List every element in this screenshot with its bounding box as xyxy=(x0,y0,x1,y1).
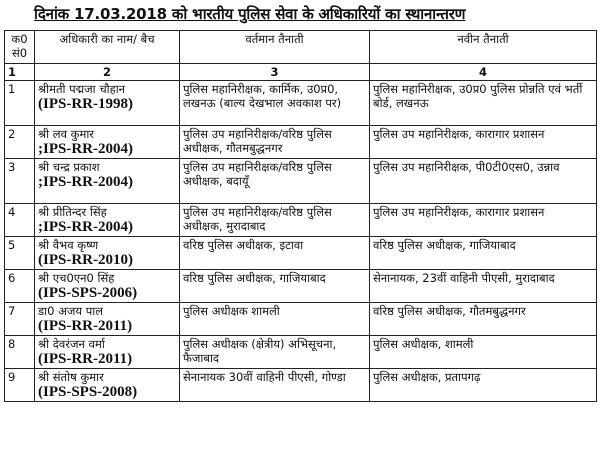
current-posting: सेनानायक 30वीं वाहिनी पीएसी, गोण्डा xyxy=(180,369,370,402)
current-posting: पुलिस अधीक्षक शामली xyxy=(180,303,370,336)
officer-name: श्री वैभव कृष्ण xyxy=(38,238,99,252)
table-row xyxy=(5,369,597,402)
officer-cell xyxy=(35,303,180,336)
column-number: 2 xyxy=(35,64,180,81)
officer-name: श्री देवरंजन वर्मा xyxy=(38,337,105,351)
officer-name: श्री प्रीतिन्दर सिंह xyxy=(38,205,107,219)
officer-name: श्री चन्द्र प्रकाश xyxy=(38,160,100,174)
header-row xyxy=(5,31,597,64)
header-new-posting: नवीन तैनाती xyxy=(370,31,597,64)
current-posting: वरिष्ठ पुलिस अधीक्षक, गाजियाबाद xyxy=(180,270,370,303)
new-posting: वरिष्ठ पुलिस अधीक्षक, गाजियाबाद xyxy=(370,237,597,270)
table-row xyxy=(5,270,597,303)
officer-batch: (IPS-SPS-2006) xyxy=(38,285,138,301)
officer-cell xyxy=(35,336,180,369)
row-sno: 3 xyxy=(5,159,35,204)
current-posting: पुलिस महानिरीक्षक, कार्मिक, उ0प्र0, लखनऊ (बाल्य देखभाल अवकाश पर) xyxy=(180,81,370,126)
new-posting: पुलिस उप महानिरीक्षक, कारागार प्रशासन xyxy=(370,126,597,159)
table-row xyxy=(5,336,597,369)
current-posting: पुलिस उप महानिरीक्षक/वरिष्ठ पुलिस अधीक्षक, बदायूँ xyxy=(180,159,370,204)
row-sno: 5 xyxy=(5,237,35,270)
document-title: दिनांक 17.03.2018 को भारतीय पुलिस सेवा के अधिकारियों का स्थानान्तरण xyxy=(34,5,466,23)
table-row xyxy=(5,237,597,270)
current-posting: वरिष्ठ पुलिस अधीक्षक, इटावा xyxy=(180,237,370,270)
officer-cell xyxy=(35,237,180,270)
column-number: 1 xyxy=(5,64,35,81)
current-posting: पुलिस अधीक्षक (क्षेत्रीय) अभिसूचना, फैजाबाद xyxy=(180,336,370,369)
new-posting: पुलिस अधीक्षक, प्रतापगढ़ xyxy=(370,369,597,402)
officer-batch: (IPS-RR-1998) xyxy=(38,96,133,112)
new-posting: पुलिस उप महानिरीक्षक, कारागार प्रशासन xyxy=(370,204,597,237)
row-sno: 7 xyxy=(5,303,35,336)
table-row xyxy=(5,204,597,237)
new-posting: वरिष्ठ पुलिस अधीक्षक, गौतमबुद्धनगर xyxy=(370,303,597,336)
row-sno: 6 xyxy=(5,270,35,303)
header-current-posting: वर्तमान तैनाती xyxy=(180,31,370,64)
column-number: 3 xyxy=(180,64,370,81)
officer-name: श्री संतोष कुमार xyxy=(38,370,104,384)
officer-cell xyxy=(35,126,180,159)
column-number: 4 xyxy=(370,64,597,81)
officer-name: डा0 अजय पाल xyxy=(38,304,104,318)
row-sno: 4 xyxy=(5,204,35,237)
officer-cell xyxy=(35,159,180,204)
officer-name: श्री एच0एन0 सिंह xyxy=(38,271,115,285)
officer-batch: (IPS-RR-2010) xyxy=(38,252,133,268)
table-row xyxy=(5,126,597,159)
header-officer: अधिकारी का नाम/ बैच xyxy=(35,31,180,64)
officer-batch: ;IPS-RR-2004) xyxy=(38,219,133,235)
officer-name: श्री लव कुमार xyxy=(38,127,95,141)
officer-batch: (IPS-RR-2011) xyxy=(38,318,133,334)
new-posting: पुलिस उप महानिरीक्षक, पी0टी0एस0, उन्नाव xyxy=(370,159,597,204)
column-number-row xyxy=(5,64,597,81)
new-posting: पुलिस महानिरीक्षक, उ0प्र0 पुलिस प्रोन्नति एवं भर्ती बोर्ड, लखनऊ xyxy=(370,81,597,126)
new-posting: पुलिस अधीक्षक, शामली xyxy=(370,336,597,369)
officer-batch: ;IPS-RR-2004) xyxy=(38,174,133,190)
table-row xyxy=(5,303,597,336)
officer-cell xyxy=(35,204,180,237)
officer-cell xyxy=(35,369,180,402)
officer-batch: (IPS-RR-2011) xyxy=(38,351,133,367)
header-sno: क0 सं0 xyxy=(5,31,35,64)
table-row xyxy=(5,81,597,126)
officer-batch: ;IPS-RR-2004) xyxy=(38,141,133,157)
current-posting: पुलिस उप महानिरीक्षक/वरिष्ठ पुलिस अधीक्षक, गौतमबुद्धनगर xyxy=(180,126,370,159)
transfer-table xyxy=(4,30,597,402)
row-sno: 1 xyxy=(5,81,35,126)
table-row xyxy=(5,159,597,204)
officer-cell xyxy=(35,270,180,303)
new-posting: सेनानायक, 23वीं वाहिनी पीएसी, मुरादाबाद xyxy=(370,270,597,303)
officer-cell xyxy=(35,81,180,126)
officer-batch: (IPS-SPS-2008) xyxy=(38,384,138,400)
row-sno: 9 xyxy=(5,369,35,402)
row-sno: 2 xyxy=(5,126,35,159)
officer-name: श्रीमती पद्मजा चौहान xyxy=(38,82,126,96)
current-posting: पुलिस उप महानिरीक्षक/वरिष्ठ पुलिस अधीक्षक, मुरादाबाद xyxy=(180,204,370,237)
row-sno: 8 xyxy=(5,336,35,369)
